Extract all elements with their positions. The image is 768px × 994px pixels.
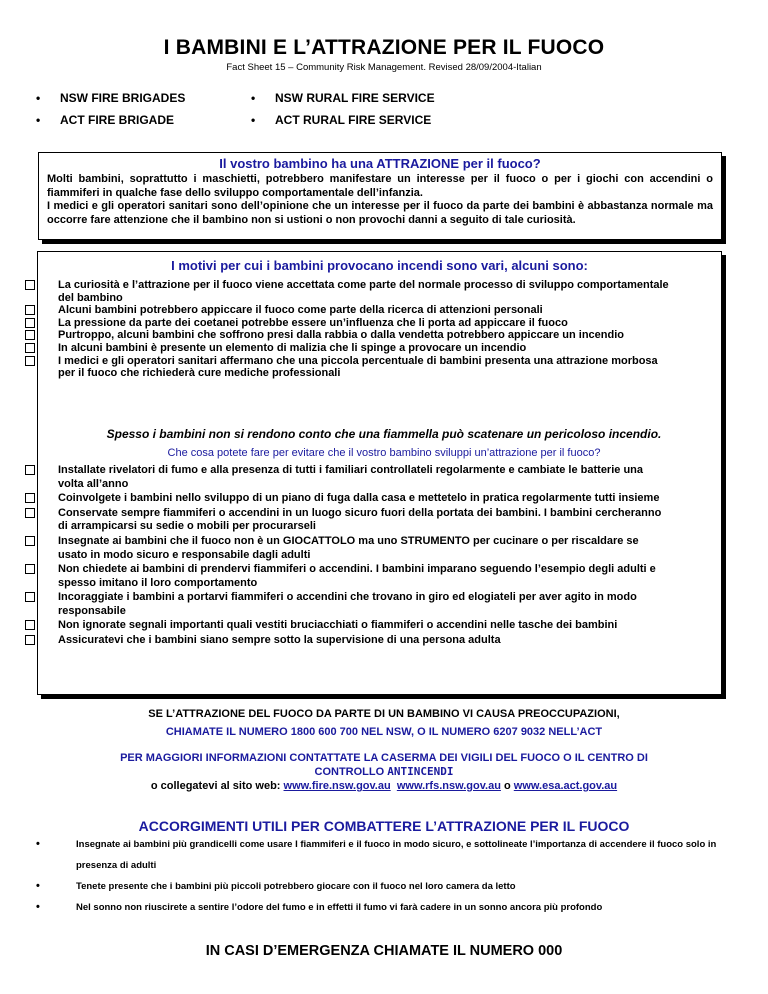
tip-text: Insegnate ai bambini più grandicelli come usare I fiammiferi e il fuoco in modo sicuro, e sottolineate l’importanza di accendere il fuoco solo in presenza di adulti: [76, 839, 717, 871]
bullet-icon: •: [251, 113, 256, 127]
list-item: [25, 492, 670, 506]
list-item: [25, 342, 670, 355]
reason-text: Alcuni bambini potrebbero appiccare il fuoco come parte della ricerca di attenzioni personali: [58, 304, 543, 317]
tips-list: [36, 834, 726, 918]
checkbox-icon: [25, 343, 35, 353]
checkbox-icon: [25, 620, 35, 630]
reason-text: Purtroppo, alcuni bambini che soffrono presi dalla rabbia o dalla vendetta potrebbero appiccare un incendio: [58, 329, 624, 342]
action-text: Installate rivelatori di fumo e alla presenza di tutti i familiari controllateli regolarmente e cambiate le batterie una volta all’anno: [58, 464, 644, 490]
warning-line: SE L’ATTRAZIONE DEL FUOCO DA PARTE DI UN BAMBINO VI CAUSA PREOCCUPAZIONI,: [148, 708, 620, 720]
checkbox-icon: [25, 508, 35, 518]
more-info-prefix: CONTROLLO: [314, 766, 388, 778]
action-text: Non chiedete ai bambini di prendervi fiammiferi o accendini. I bambini imparano seguendo l’esempio degli adulti e spesso imitano il loro comportamento: [58, 562, 656, 589]
action-text: Assicuratevi che i bambini siano sempre sotto la supervisione di una persona adulta: [58, 633, 501, 646]
list-item: [25, 355, 670, 380]
intro-heading: Il vostro bambino ha una ATTRAZIONE per il fuoco?: [219, 156, 541, 171]
actions-list: [25, 464, 670, 648]
bullet-icon: •: [36, 113, 41, 127]
checkbox-icon: [25, 280, 35, 290]
organization-label: ACT RURAL FIRE SERVICE: [275, 113, 432, 127]
website-line: [0, 780, 768, 792]
list-item: [25, 317, 670, 330]
reasons-heading: I motivi per cui i bambini provocano incendi sono vari, alcuni sono:: [171, 258, 588, 273]
reason-text: La curiosità e l’attrazione per il fuoco viene accettata come parte del normale processo di sviluppo comportamentale del bambino: [58, 279, 669, 304]
reason-text: In alcuni bambini è presente un elemento di malizia che li spinge a provocare un incendio: [58, 341, 527, 354]
action-text: Coinvolgete i bambini nello sviluppo di un piano di fuga dalla casa e mettetelo in pratica regolarmente tutti insieme: [58, 492, 660, 505]
organization-label: ACT FIRE BRIGADE: [60, 113, 174, 127]
list-item: [25, 619, 670, 633]
intro-paragraph: I medici e gli operatori sanitari sono dell’opinione che un interesse per il fuoco da parte dei bambini è abbastanza normale ma occorre fare attenzione che il bambino non si ustioni o non provochi danni a seguito di tale curiosità.: [47, 200, 713, 226]
link-fire-nsw[interactable]: www.fire.nsw.gov.au: [283, 780, 391, 792]
action-text: Insegnate ai bambini che il fuoco non è un GIOCATTOLO ma uno STRUMENTO per cucinare o per riscaldare se usato in modo sicuro e responsabile dagli adulti: [58, 534, 639, 561]
bullet-icon: •: [36, 901, 40, 913]
intro-box: [38, 152, 722, 240]
list-item: [36, 876, 726, 897]
list-item: [25, 634, 670, 648]
bullet-icon: •: [36, 880, 40, 892]
checkbox-icon: [25, 465, 35, 475]
checkbox-icon: [25, 318, 35, 328]
checkbox-icon: [25, 564, 35, 574]
list-item: [25, 535, 670, 563]
emergency-line: IN CASI D’EMERGENZA CHIAMATE IL NUMERO 000: [205, 943, 563, 959]
italic-note: Spesso i bambini non si rendono conto che una fiammella può scatenare un pericoloso incendio.: [106, 427, 662, 441]
tip-text: Nel sonno non riuscirete a sentire l’odore del fumo e in effetti il fumo vi farà cadere in un sonno ancora più profondo: [76, 902, 603, 913]
more-info: [0, 751, 768, 779]
list-item: [25, 464, 670, 492]
tips-heading: ACCORGIMENTI UTILI PER COMBATTERE L’ATTRAZIONE PER IL FUOCO: [138, 818, 630, 834]
checkbox-icon: [25, 356, 35, 366]
action-text: Conservate sempre fiammiferi o accendini in un luogo sicuro fuori della portata dei bambini. I bambini cercheranno di arrampicarsi su sedie o mobili per procurarseli: [58, 506, 662, 533]
reason-text: I medici e gli operatori sanitari affermano che una piccola percentuale di bambini presenta una attrazione morbosa per il fuoco che richiederà cure mediche professionali: [58, 354, 658, 380]
list-item: [25, 329, 670, 342]
checkbox-icon: [25, 592, 35, 602]
prevention-question: Che cosa potete fare per evitare che il vostro bambino sviluppi un’attrazione per il fuoco?: [167, 447, 601, 459]
checkbox-icon: [25, 330, 35, 340]
checkbox-icon: [25, 493, 35, 503]
list-item: [25, 591, 670, 619]
link-esa-act[interactable]: www.esa.act.gov.au: [513, 780, 618, 792]
tip-text: Tenete presente che i bambini più piccoli potrebbero giocare con il fuoco nel loro camera da letto: [76, 881, 516, 892]
list-item: [25, 563, 670, 591]
intro-paragraph: Molti bambini, soprattutto i maschietti, potrebbero manifestare un interesse per il fuoco o per i giochi con accendini o fiammiferi in qualche fase dello sviluppo comportamentale dell’infanzia.: [47, 173, 713, 199]
website-prefix: o collegatevi al sito web:: [150, 780, 284, 792]
more-info-line: [0, 765, 768, 779]
checkbox-icon: [25, 305, 35, 315]
page-subtitle: Fact Sheet 15 – Community Risk Management. Revised 28/09/2004-Italian: [226, 62, 542, 73]
action-text: Incoraggiate i bambini a portarvi fiammiferi o accendini che trovano in giro ed elogiateli per aver agito in modo responsabile: [58, 591, 637, 617]
bullet-icon: •: [36, 91, 41, 105]
list-item: [25, 304, 670, 317]
action-text: Non ignorate segnali importanti quali vestiti bruciacchiati o fiammiferi o accendini nelle tasche dei bambini: [58, 619, 618, 632]
phone-numbers-line: CHIAMATE IL NUMERO 1800 600 700 NEL NSW, O IL NUMERO 6207 9032 NELL’ACT: [165, 726, 603, 738]
list-item: [36, 897, 726, 918]
list-item: [25, 507, 670, 535]
page-title: I BAMBINI E L’ATTRAZIONE PER IL FUOCO: [163, 36, 605, 59]
more-info-line: PER MAGGIORI INFORMAZIONI CONTATTATE LA CASERMA DEI VIGILI DEL FUOCO O IL CENTRO DI: [120, 752, 648, 764]
organization-label: NSW FIRE BRIGADES: [60, 91, 186, 105]
checkbox-icon: [25, 536, 35, 546]
list-item: [25, 279, 670, 304]
link-rfs-nsw[interactable]: www.rfs.nsw.gov.au: [396, 780, 501, 792]
reason-text: La pressione da parte dei coetanei potrebbe essere un’influenza che li porta ad appiccare il fuoco: [58, 316, 568, 329]
bullet-icon: •: [251, 91, 256, 105]
reasons-list: [25, 279, 670, 380]
list-item: [36, 834, 726, 876]
checkbox-icon: [25, 635, 35, 645]
website-separator: o: [500, 780, 514, 792]
bullet-icon: •: [36, 838, 40, 850]
organization-label: NSW RURAL FIRE SERVICE: [275, 91, 435, 105]
more-info-mono: ANTINCENDI: [387, 765, 454, 778]
